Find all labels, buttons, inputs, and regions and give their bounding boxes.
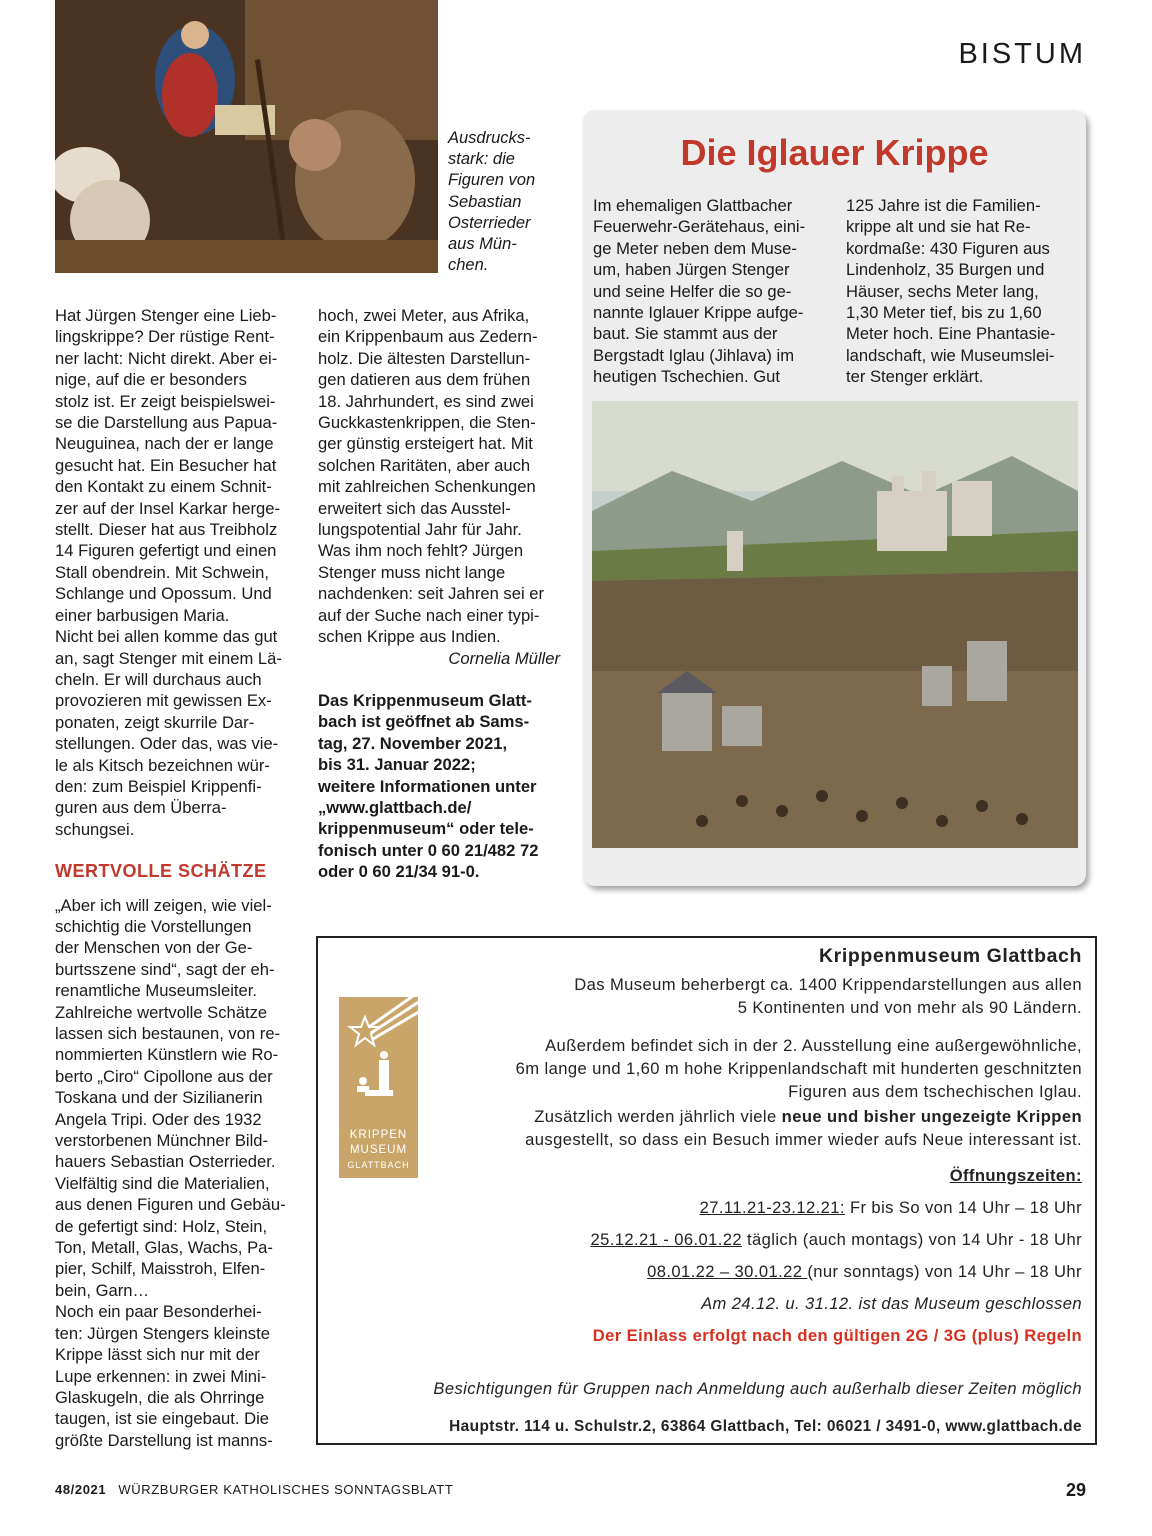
box-title: Die Iglauer Krippe xyxy=(680,132,989,173)
museum-address: Hauptstr. 114 u. Schulstr.2, 63864 Glattbach, Tel: 06021 / 3491-0, www.glattbach.de xyxy=(449,1418,1082,1435)
col1-paragraph-4: Noch ein paar Besonderhei- ten: Jürgen Stengers kleinste Krippe lässt sich nur mit der Lupe erkennen: in zwei Mini- Glaskugeln, die als Ohrringe taugen, ist sie eingebaut. Die größte Darstellung ist manns- xyxy=(55,1302,273,1450)
col1-paragraph-3: „Aber ich will zeigen, wie viel- schichtig die Vorstellungen der Menschen von der Ge- burtsszene sind“, sagt der eh- renamtliche Museumsleiter. Zahlreiche wertvolle Schätze lassen sich bestaunen, von re- nommierten Künstlern wie Ro- berto „Ciro“ Cipollone aus der Toskana und der Sizilianerin Angela Tripi. Oder des 1932 verstorbenen Münchner Bild- hauers Sebastian Osterrieder. Vielfältig sind die Materialien, aus denen Figuren und Gebäu- de gefertigt sind: Holz, Stein, Ton, Metall, Glas, Wachs, Pa- pier, Schilf, Maisstroh, Elfen- bein, Garn… xyxy=(55,895,286,1300)
nativity-scene-illustration xyxy=(55,0,438,273)
footer-title: WÜRZBURGER KATHOLISCHES SONNTAGSBLATT xyxy=(118,1482,454,1497)
hours-row-1 xyxy=(700,1197,1082,1220)
author-credit: Cornelia Müller xyxy=(448,648,560,668)
hours-row-2 xyxy=(590,1229,1082,1252)
footer-publication xyxy=(55,1482,453,1497)
hours-row-2-text: täglich (auch montags) von 14 Uhr - 18 Uhr xyxy=(741,1230,1082,1249)
iglau-crib-photo xyxy=(592,401,1078,848)
logo-text-line-2: MUSEUM xyxy=(349,1144,408,1156)
col1-paragraph-2: Nicht bei allen komme das gut an, sagt Stenger mit einem Lä- cheln. Er will durchaus auch provozieren mit gewissen Ex- ponaten, zeigt skurrile Dar- stellungen. Oder das, was vie- le als Kitsch bezeichnen wür- den: zum Beispiel Krippenfi- guren aus dem Überra- schungsei. xyxy=(55,627,282,839)
hours-row-3-date: 08.01.22 – 30.01.22 xyxy=(647,1262,808,1281)
admission-rules: Der Einlass erfolgt nach den gültigen 2G / 3G (plus) Regeln xyxy=(592,1326,1082,1345)
museum-title: Krippenmuseum Glattbach xyxy=(818,945,1082,967)
museum-line-6 xyxy=(534,1106,1082,1129)
article-column-1 xyxy=(55,305,300,1451)
hours-row-3-text: (nur sonntags) von 14 Uhr – 18 Uhr xyxy=(807,1262,1082,1281)
hours-row-1-text: Fr bis So von 14 Uhr – 18 Uhr xyxy=(844,1198,1082,1217)
hours-row-3 xyxy=(647,1261,1082,1284)
logo-text-line-3: GLATTBACH xyxy=(347,1160,410,1170)
nativity-photo xyxy=(55,0,438,273)
hours-row-1-date: 27.11.21-23.12.21: xyxy=(699,1198,845,1217)
group-visits-note: Besichtigungen für Gruppen nach Anmeldung auch außerhalb dieser Zeiten möglich xyxy=(433,1379,1082,1398)
section-label: BISTUM xyxy=(958,38,1086,70)
opening-hours-title: Öffnungszeiten: xyxy=(949,1166,1082,1185)
box-text-right: 125 Jahre ist die Familien- krippe alt und sie hat Re- kordmaße: 430 Figuren aus Lindenholz, 35 Burgen und Häuser, sechs Meter lang, 1,30 Meter tief, bis zu 1,60 Meter hoch. Eine Phantasie- landschaft, wie Museumslei- ter Stenger erklärt. xyxy=(846,196,1056,387)
col1-paragraph-1: Hat Jürgen Stenger eine Lieb- lingskrippe? Der rüstige Rent- ner lacht: Nicht direkt. Aber ei- nige, auf die er besonders stolz ist. Er zeigt beispielswei- se die Darstellung aus Papua- Neuguinea, nach der er lange gesucht hat. Ein Besucher hat den Kontakt zu einem Schnit- zer auf der Insel Karkar herge- stellt. Dieser hat aus Treibholz 14 Figuren gefertigt und einen Stall obendrein. Mit Schwein, Schlange und Opossum. Und einer barbusigen Maria. xyxy=(55,306,281,625)
hours-row-2-date: 25.12.21 - 06.01.22 xyxy=(590,1230,742,1249)
page-number: 29 xyxy=(1065,1480,1086,1500)
museum-line-3: Außerdem befindet sich in der 2. Ausstellung eine außergewöhnliche, xyxy=(545,1036,1082,1055)
museum-logo xyxy=(339,997,418,1178)
photo1-caption: Ausdrucks- stark: die Figuren von Sebastian Osterrieder aus Mün- chen. xyxy=(448,129,536,275)
logo-text-line-1: KRIPPEN xyxy=(349,1129,408,1141)
opening-note: Das Krippenmuseum Glatt- bach ist geöffnet ab Sams- tag, 27. November 2021, bis 31. Januar 2022; weitere Informationen unter „www.glattbach.de/ krippenmuseum“ oder tele- fonisch unter 0 60 21/482 72 oder 0 60 21/34 91-0. xyxy=(318,690,539,882)
box-text-left: Im ehemaligen Glattbacher Feuerwehr-Gerätehaus, eini- ge Meter neben dem Muse- um, haben Jürgen Stenger und seine Helfer die so ge- nannte Iglauer Krippe aufge- baut. Sie stammt aus der Bergstadt Iglau (Jihlava) im heutigen Tschechien. Gut xyxy=(593,196,806,387)
section-subhead: WERTVOLLE SCHÄTZE xyxy=(55,861,267,882)
museum-line-2: 5 Kontinenten und von mehr als 90 Ländern. xyxy=(737,998,1082,1017)
museum-line-6-bold: neue und bisher ungezeigte Krippen xyxy=(781,1107,1082,1126)
article-column-2 xyxy=(318,305,560,883)
crib-landscape-illustration xyxy=(592,401,1078,848)
footer-issue: 48/2021 xyxy=(55,1482,107,1497)
museum-line-4: 6m lange und 1,60 m hohe Krippenlandschaft mit hunderten geschnitzten xyxy=(515,1059,1082,1078)
closed-notice: Am 24.12. u. 31.12. ist das Museum geschlossen xyxy=(701,1294,1082,1313)
museum-line-6-regular: Zusätzlich werden jährlich viele xyxy=(534,1107,782,1126)
museum-line-1: Das Museum beherbergt ca. 1400 Krippendarstellungen aus allen xyxy=(574,975,1082,994)
museum-line-7: ausgestellt, so dass ein Besuch immer wieder aufs Neue interessant ist. xyxy=(525,1130,1082,1149)
col2-paragraph-1: hoch, zwei Meter, aus Afrika, ein Krippenbaum aus Zedern- holz. Die ältesten Darstellun- gen datieren aus dem frühen 18. Jahrhundert, es sind zwei Guckkastenkrippen, die Sten- ger günstig ersteigert hat. Mit solchen Raritäten, aber auch mit zahlreichen Schenkungen erweitert sich das Ausstel- lungspotential Jahr für Jahr. Was ihm noch fehlt? Jürgen Stenger muss nicht lange nachdenken: seit Jahren sei er auf der Suche nach einer typi- schen Krippe aus Indien. xyxy=(318,306,545,647)
museum-line-5: Figuren aus dem tschechischen Iglau. xyxy=(788,1082,1082,1101)
